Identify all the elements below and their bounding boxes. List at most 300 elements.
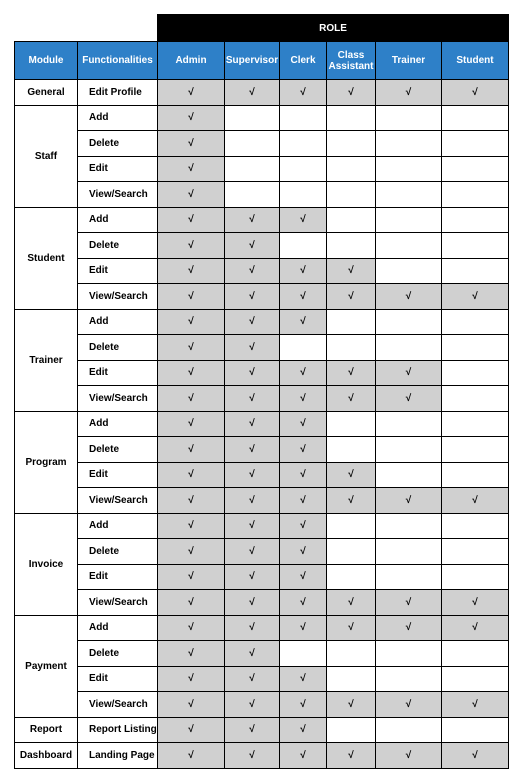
permission-empty-cell: [376, 207, 442, 233]
permission-empty-cell: [327, 666, 376, 692]
permission-granted-cell: [376, 80, 442, 106]
permission-granted-cell: [158, 131, 225, 157]
permission-granted-cell: [442, 743, 509, 769]
permission-granted-cell: [158, 309, 225, 335]
permission-granted-cell: [280, 437, 327, 463]
permission-empty-cell: [327, 437, 376, 463]
table-row: [15, 284, 509, 310]
check-mark: √: [405, 622, 412, 634]
permission-empty-cell: [442, 564, 509, 590]
module-cell: Payment: [15, 615, 78, 717]
functionality-cell: Add: [78, 105, 158, 131]
check-mark: √: [405, 494, 412, 506]
check-mark: √: [249, 749, 255, 761]
table-row: [15, 743, 509, 769]
permission-empty-cell: [327, 564, 376, 590]
permission-granted-cell: [442, 692, 509, 718]
permission-granted-cell: [280, 411, 327, 437]
check-mark: √: [405, 749, 412, 761]
permission-granted-cell: [225, 233, 280, 259]
table-row: [15, 258, 509, 284]
permission-empty-cell: [442, 539, 509, 565]
table-row: [15, 335, 509, 361]
permission-granted-cell: [280, 360, 327, 386]
table-row: [15, 386, 509, 412]
permission-empty-cell: [442, 207, 509, 233]
table-row: [15, 360, 509, 386]
check-mark: √: [472, 494, 478, 506]
check-mark: √: [188, 188, 194, 200]
module-cell: Report: [15, 717, 78, 743]
functionality-cell: Edit: [78, 462, 158, 488]
permission-empty-cell: [442, 717, 509, 743]
permission-empty-cell: [280, 182, 327, 208]
permission-empty-cell: [327, 539, 376, 565]
permission-empty-cell: [225, 156, 280, 182]
permission-granted-cell: [225, 335, 280, 361]
check-mark: √: [249, 290, 255, 302]
permission-empty-cell: [442, 360, 509, 386]
permission-granted-cell: [158, 539, 225, 565]
table-row: [15, 207, 509, 233]
check-mark: √: [188, 290, 194, 302]
permission-granted-cell: [327, 590, 376, 616]
permission-granted-cell: [376, 386, 442, 412]
permission-granted-cell: [327, 284, 376, 310]
permission-empty-cell: [442, 309, 509, 335]
check-mark: √: [300, 494, 306, 506]
permission-granted-cell: [280, 717, 327, 743]
functionality-cell: Add: [78, 309, 158, 335]
table-row: [15, 437, 509, 463]
check-mark: √: [348, 622, 354, 634]
check-mark: √: [300, 418, 306, 430]
check-mark: √: [249, 494, 255, 506]
table-row: [15, 182, 509, 208]
permission-granted-cell: [225, 411, 280, 437]
check-mark: √: [348, 265, 354, 277]
permission-granted-cell: [158, 284, 225, 310]
permission-granted-cell: [225, 207, 280, 233]
check-mark: √: [188, 392, 194, 404]
permission-granted-cell: [225, 386, 280, 412]
check-mark: √: [300, 290, 306, 302]
permission-granted-cell: [442, 590, 509, 616]
permission-empty-cell: [327, 309, 376, 335]
permission-empty-cell: [376, 258, 442, 284]
check-mark: √: [188, 418, 194, 430]
check-mark: √: [188, 596, 194, 608]
check-mark: √: [300, 367, 306, 379]
permission-granted-cell: [280, 692, 327, 718]
permission-empty-cell: [376, 309, 442, 335]
functionality-cell: Edit Profile: [78, 80, 158, 106]
permission-granted-cell: [158, 258, 225, 284]
permission-granted-cell: [225, 692, 280, 718]
permission-empty-cell: [376, 335, 442, 361]
check-mark: √: [300, 545, 306, 557]
permission-empty-cell: [280, 156, 327, 182]
role-header-admin: Admin: [158, 42, 225, 80]
permission-granted-cell: [158, 692, 225, 718]
check-mark: √: [300, 698, 306, 710]
functionality-cell: Report Listing: [78, 717, 158, 743]
permission-granted-cell: [225, 615, 280, 641]
permission-empty-cell: [327, 411, 376, 437]
check-mark: √: [249, 367, 255, 379]
check-mark: √: [249, 520, 255, 532]
permission-granted-cell: [225, 590, 280, 616]
permission-empty-cell: [442, 641, 509, 667]
permission-empty-cell: [376, 564, 442, 590]
role-header: ROLE: [158, 15, 509, 42]
check-mark: √: [300, 265, 306, 277]
permission-granted-cell: [327, 488, 376, 514]
permission-empty-cell: [327, 207, 376, 233]
check-mark: √: [188, 494, 194, 506]
module-cell: Program: [15, 411, 78, 513]
permission-granted-cell: [376, 284, 442, 310]
permission-granted-cell: [225, 309, 280, 335]
check-mark: √: [249, 341, 255, 353]
permission-empty-cell: [376, 462, 442, 488]
role-header-student: Student: [442, 42, 509, 80]
permission-granted-cell: [327, 743, 376, 769]
module-cell: General: [15, 80, 78, 106]
table-row: [15, 666, 509, 692]
check-mark: √: [348, 596, 354, 608]
permission-granted-cell: [225, 462, 280, 488]
permission-granted-cell: [280, 309, 327, 335]
permission-granted-cell: [327, 462, 376, 488]
permission-empty-cell: [376, 717, 442, 743]
permission-granted-cell: [376, 743, 442, 769]
check-mark: √: [472, 86, 478, 98]
functionality-cell: Add: [78, 615, 158, 641]
check-mark: √: [188, 469, 194, 481]
permission-granted-cell: [280, 386, 327, 412]
functionality-cell: Delete: [78, 437, 158, 463]
check-mark: √: [188, 647, 194, 659]
permission-granted-cell: [225, 513, 280, 539]
check-mark: √: [249, 392, 255, 404]
permission-empty-cell: [442, 513, 509, 539]
permission-granted-cell: [225, 284, 280, 310]
permission-granted-cell: [280, 207, 327, 233]
functionality-cell: Delete: [78, 233, 158, 259]
functionality-cell: View/Search: [78, 488, 158, 514]
check-mark: √: [300, 392, 306, 404]
check-mark: √: [300, 571, 306, 583]
permission-empty-cell: [327, 641, 376, 667]
check-mark: √: [472, 290, 478, 302]
check-mark: √: [300, 316, 306, 328]
table-row: [15, 233, 509, 259]
check-mark: √: [188, 443, 194, 455]
functionality-cell: Add: [78, 411, 158, 437]
permission-empty-cell: [442, 386, 509, 412]
permission-granted-cell: [225, 666, 280, 692]
permission-empty-cell: [327, 335, 376, 361]
functionality-cell: View/Search: [78, 182, 158, 208]
permission-granted-cell: [280, 80, 327, 106]
permission-granted-cell: [280, 284, 327, 310]
permission-empty-cell: [442, 411, 509, 437]
check-mark: √: [188, 622, 194, 634]
check-mark: √: [188, 367, 194, 379]
permission-granted-cell: [280, 488, 327, 514]
check-mark: √: [249, 724, 255, 736]
permission-empty-cell: [327, 156, 376, 182]
permission-granted-cell: [158, 80, 225, 106]
permission-empty-cell: [327, 131, 376, 157]
permission-empty-cell: [225, 182, 280, 208]
permission-empty-cell: [442, 335, 509, 361]
permission-granted-cell: [280, 539, 327, 565]
permission-empty-cell: [442, 258, 509, 284]
permission-granted-cell: [376, 590, 442, 616]
permission-empty-cell: [442, 131, 509, 157]
check-mark: √: [249, 443, 255, 455]
permission-granted-cell: [225, 258, 280, 284]
functionality-cell: Edit: [78, 564, 158, 590]
permission-granted-cell: [327, 360, 376, 386]
table-row: [15, 80, 509, 106]
permission-empty-cell: [327, 105, 376, 131]
permission-granted-cell: [158, 590, 225, 616]
permission-empty-cell: [442, 462, 509, 488]
functionality-cell: Edit: [78, 258, 158, 284]
permission-empty-cell: [376, 182, 442, 208]
check-mark: √: [249, 316, 255, 328]
role-row: [15, 15, 509, 42]
permission-granted-cell: [225, 743, 280, 769]
module-cell: Trainer: [15, 309, 78, 411]
check-mark: √: [348, 469, 354, 481]
check-mark: √: [188, 137, 194, 149]
permission-empty-cell: [376, 666, 442, 692]
check-mark: √: [249, 469, 255, 481]
permission-empty-cell: [327, 717, 376, 743]
permission-empty-cell: [376, 641, 442, 667]
check-mark: √: [300, 749, 306, 761]
functionality-cell: Landing Page: [78, 743, 158, 769]
check-mark: √: [249, 571, 255, 583]
functionality-cell: Add: [78, 513, 158, 539]
permission-empty-cell: [442, 105, 509, 131]
permission-granted-cell: [327, 258, 376, 284]
table-row: [15, 488, 509, 514]
table-row: [15, 462, 509, 488]
permission-empty-cell: [376, 411, 442, 437]
permission-empty-cell: [376, 156, 442, 182]
check-mark: √: [188, 163, 194, 175]
permission-empty-cell: [442, 437, 509, 463]
permission-granted-cell: [376, 360, 442, 386]
check-mark: √: [188, 698, 194, 710]
permission-empty-cell: [225, 131, 280, 157]
permission-granted-cell: [158, 105, 225, 131]
check-mark: √: [348, 749, 354, 761]
permission-granted-cell: [327, 692, 376, 718]
permission-empty-cell: [225, 105, 280, 131]
permission-empty-cell: [376, 105, 442, 131]
check-mark: √: [300, 520, 306, 532]
permission-empty-cell: [327, 513, 376, 539]
table-row: [15, 513, 509, 539]
module-header: Module: [15, 42, 78, 80]
check-mark: √: [249, 265, 255, 277]
permission-granted-cell: [158, 564, 225, 590]
table-row: [15, 539, 509, 565]
check-mark: √: [405, 367, 412, 379]
permission-granted-cell: [158, 615, 225, 641]
check-mark: √: [300, 724, 306, 736]
functionality-cell: Edit: [78, 156, 158, 182]
blank-corner: [15, 15, 158, 42]
permission-granted-cell: [225, 80, 280, 106]
role-header-trainer: Trainer: [376, 42, 442, 80]
permission-empty-cell: [376, 131, 442, 157]
functionality-cell: View/Search: [78, 692, 158, 718]
permission-granted-cell: [376, 615, 442, 641]
functionality-cell: View/Search: [78, 590, 158, 616]
permission-granted-cell: [327, 80, 376, 106]
permission-empty-cell: [280, 105, 327, 131]
permission-granted-cell: [442, 488, 509, 514]
permission-granted-cell: [280, 564, 327, 590]
permission-granted-cell: [158, 743, 225, 769]
check-mark: √: [249, 545, 255, 557]
permission-empty-cell: [376, 539, 442, 565]
permission-granted-cell: [280, 666, 327, 692]
functionality-cell: Delete: [78, 641, 158, 667]
check-mark: √: [188, 571, 194, 583]
check-mark: √: [405, 392, 412, 404]
check-mark: √: [249, 673, 255, 685]
permission-granted-cell: [225, 564, 280, 590]
functionality-cell: View/Search: [78, 386, 158, 412]
check-mark: √: [405, 86, 412, 98]
permission-granted-cell: [280, 743, 327, 769]
table-row: [15, 309, 509, 335]
functionality-cell: View/Search: [78, 284, 158, 310]
functionality-cell: Edit: [78, 666, 158, 692]
functionality-cell: Add: [78, 207, 158, 233]
permission-granted-cell: [158, 207, 225, 233]
check-mark: √: [405, 290, 412, 302]
check-mark: √: [249, 698, 255, 710]
check-mark: √: [188, 265, 194, 277]
permission-granted-cell: [442, 284, 509, 310]
functionalities-header: Functionalities: [78, 42, 158, 80]
permission-granted-cell: [158, 437, 225, 463]
module-cell: Student: [15, 207, 78, 309]
permission-table: [14, 14, 509, 769]
module-cell: Staff: [15, 105, 78, 207]
check-mark: √: [188, 341, 194, 353]
permission-empty-cell: [376, 513, 442, 539]
check-mark: √: [188, 214, 194, 226]
role-header-supervisor: Supervisor: [225, 42, 280, 80]
permission-empty-cell: [280, 335, 327, 361]
permission-granted-cell: [225, 437, 280, 463]
table-row: [15, 564, 509, 590]
table-row: [15, 156, 509, 182]
permission-granted-cell: [225, 488, 280, 514]
functionality-cell: Delete: [78, 539, 158, 565]
permission-granted-cell: [280, 513, 327, 539]
role-header-class-assistant: Class Assistant: [327, 42, 376, 80]
permission-granted-cell: [376, 692, 442, 718]
check-mark: √: [348, 86, 354, 98]
check-mark: √: [188, 86, 194, 98]
permission-empty-cell: [442, 233, 509, 259]
check-mark: √: [300, 596, 306, 608]
table-row: [15, 717, 509, 743]
permission-granted-cell: [280, 615, 327, 641]
check-mark: √: [188, 724, 194, 736]
check-mark: √: [249, 647, 255, 659]
permission-granted-cell: [327, 615, 376, 641]
check-mark: √: [300, 469, 306, 481]
check-mark: √: [405, 596, 412, 608]
check-mark: √: [300, 214, 306, 226]
permission-granted-cell: [158, 488, 225, 514]
check-mark: √: [300, 673, 306, 685]
check-mark: √: [188, 545, 194, 557]
table-row: [15, 641, 509, 667]
check-mark: √: [249, 622, 255, 634]
check-mark: √: [188, 520, 194, 532]
check-mark: √: [472, 698, 478, 710]
permission-granted-cell: [158, 717, 225, 743]
check-mark: √: [300, 86, 306, 98]
permission-granted-cell: [225, 539, 280, 565]
permission-empty-cell: [376, 437, 442, 463]
check-mark: √: [405, 698, 412, 710]
check-mark: √: [348, 392, 354, 404]
permission-granted-cell: [158, 233, 225, 259]
check-mark: √: [249, 86, 255, 98]
check-mark: √: [472, 622, 478, 634]
permission-granted-cell: [158, 666, 225, 692]
check-mark: √: [188, 112, 194, 124]
check-mark: √: [249, 214, 255, 226]
table-row: [15, 131, 509, 157]
permission-granted-cell: [225, 360, 280, 386]
table-row: [15, 411, 509, 437]
check-mark: √: [188, 316, 194, 328]
check-mark: √: [300, 443, 306, 455]
check-mark: √: [348, 290, 354, 302]
permission-granted-cell: [225, 717, 280, 743]
permission-granted-cell: [158, 513, 225, 539]
permission-granted-cell: [280, 462, 327, 488]
role-header-clerk: Clerk: [280, 42, 327, 80]
column-header-row: [15, 42, 509, 80]
module-cell: Invoice: [15, 513, 78, 615]
permission-matrix: [14, 14, 509, 769]
check-mark: √: [300, 622, 306, 634]
permission-empty-cell: [327, 233, 376, 259]
permission-granted-cell: [280, 258, 327, 284]
check-mark: √: [249, 418, 255, 430]
check-mark: √: [188, 673, 194, 685]
permission-empty-cell: [376, 233, 442, 259]
permission-empty-cell: [442, 666, 509, 692]
permission-granted-cell: [158, 411, 225, 437]
